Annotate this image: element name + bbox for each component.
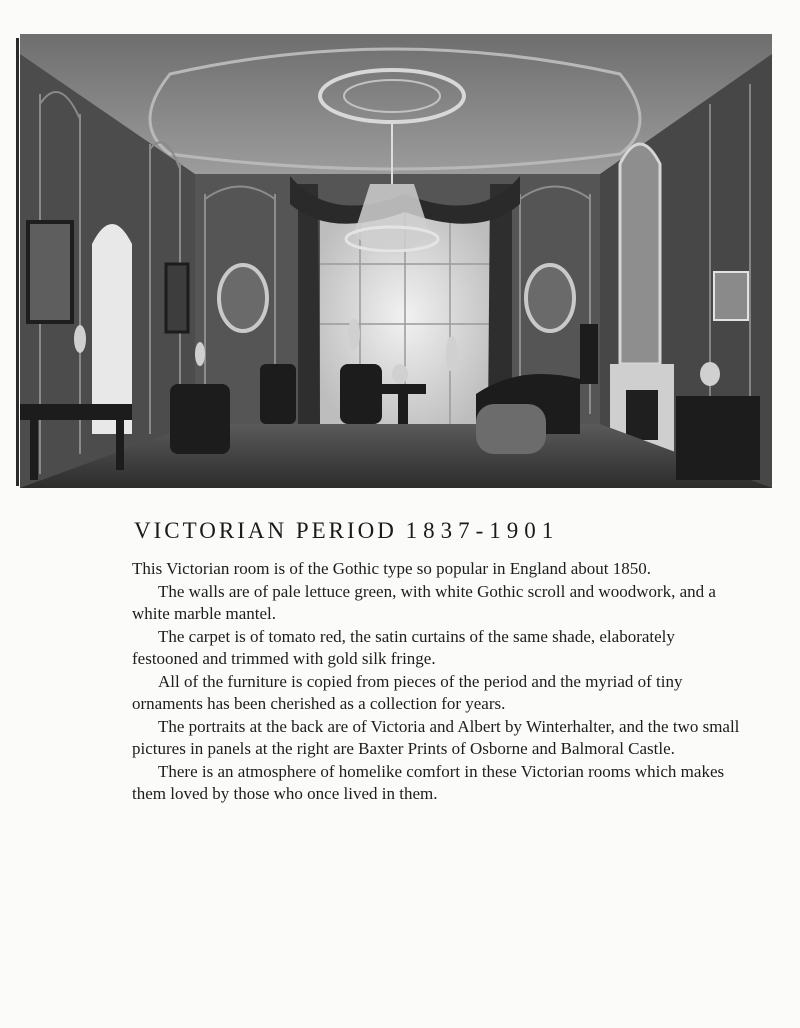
paragraph-carpet: The carpet is of tomato red, the satin curtains of the same shade, elaborately festooned and trimmed with gold silk fringe.	[132, 626, 675, 668]
paragraph-atmosphere: There is an atmosphere of homelike comfort in these Victorian rooms which makes them loved by those who once lived in them.	[132, 761, 725, 803]
paragraph-furniture: All of the furniture is copied from pieces of the period and the myriad of tiny ornaments has been cherished as a collection for years.	[132, 671, 683, 713]
page-edge-shadow	[16, 38, 19, 486]
paragraph-walls: The walls are of pale lettuce green, with white Gothic scroll and woodwork, and a white marble mantel.	[132, 581, 716, 623]
paragraph-portraits: The portraits at the back are of Victoria and Albert by Winterhalter, and the two small pictures in panels at the right are Baxter Prints of Osborne and Balmoral Castle.	[132, 716, 740, 758]
victorian-room-photograph	[20, 34, 772, 488]
period-title: VICTORIAN PERIOD	[134, 518, 397, 543]
paragraph-intro: This Victorian room is of the Gothic type so popular in England about 1850.	[132, 559, 651, 578]
caption-text-block	[132, 518, 742, 806]
period-heading	[134, 518, 742, 544]
period-years: 1837-1901	[405, 518, 560, 543]
